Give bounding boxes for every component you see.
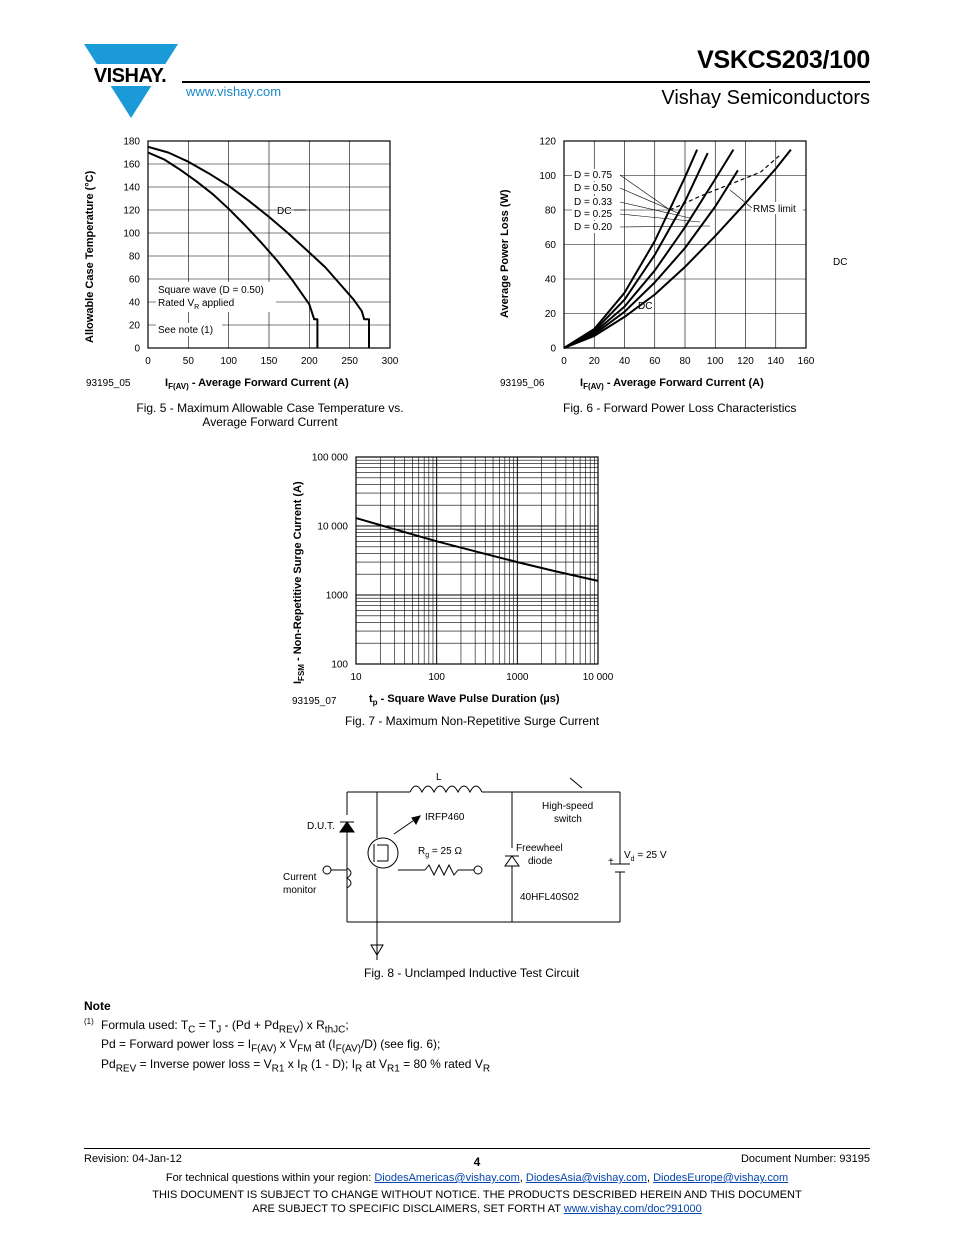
fig6-ylabel: Average Power Loss (W) (499, 189, 511, 318)
vishay-logo (84, 44, 182, 118)
fig7-xlabel: $t_p$ - Square Wave Pulse Duration (µs) (369, 693, 560, 708)
note-line2: Pd = Forward power loss = $I_{F(AV)}$ x $V_{FM}$ at $(I_{F(AV)}/D)$ (see fig. 6); (101, 1037, 441, 1055)
footer-docnum: Document Number: 93195 (740, 1153, 870, 1165)
y-tick-label: 120 (123, 205, 140, 217)
x-tick-label: 80 (679, 356, 691, 367)
footer-rule (84, 1148, 870, 1149)
note-body (101, 1018, 490, 1076)
duty-label-3: D = 0.33 (574, 197, 613, 208)
x-tick-label: 100 (706, 356, 724, 367)
fig5-ylabel: Allowable Case Temperature (°C) (84, 170, 96, 343)
y-tick-label: 20 (128, 320, 140, 332)
x-tick-label: 120 (737, 356, 754, 367)
fig8-caption: Fig. 8 - Unclamped Inductive Test Circuit (364, 966, 580, 980)
x-tick-label: 200 (300, 356, 318, 367)
note-title: Note (84, 999, 111, 1013)
y-tick-label: 100 (331, 659, 348, 671)
y-tick-label: 20 (544, 309, 556, 320)
fig5-label-rated: Rated $V_R$ applied (158, 298, 235, 311)
x-tick-label: 100 (428, 672, 446, 683)
label-irfp460: IRFP460 (425, 812, 465, 823)
x-tick-label: 140 (767, 356, 785, 367)
footer-page-number: 4 (473, 1155, 481, 1169)
duty-label-2: D = 0.50 (574, 183, 613, 194)
freewheel-diode-symbol (505, 856, 519, 866)
footer-revision: Revision: 04-Jan-12 (84, 1153, 182, 1165)
note-line1: Formula used: $T_C = T_J - (Pd + Pd_{REV})$ x $R_{thJC}$; (101, 1018, 349, 1036)
fig5-chart (84, 130, 424, 370)
y-tick-label: 40 (544, 274, 556, 286)
label-switch: switch (554, 814, 582, 825)
email-asia-link[interactable]: DiodesAsia@vishay.com (525, 1172, 647, 1184)
fig6-code: 93195_06 (500, 378, 545, 389)
label-inductor: L (436, 772, 442, 783)
duty-label-1: D = 0.75 (574, 170, 613, 181)
x-tick-label: 0 (561, 356, 567, 367)
y-tick-label: 100 000 (311, 452, 348, 464)
fig6-chart (520, 130, 850, 370)
page-title: VSKCS203/100 (697, 46, 870, 74)
page-subtitle: Vishay Semiconductors (661, 87, 870, 109)
y-tick-label: 40 (128, 297, 140, 309)
note-marker: (1) (84, 1017, 94, 1026)
y-tick-label: 160 (123, 159, 140, 171)
label-dut: D.U.T. (307, 821, 335, 832)
x-tick-label: 60 (649, 356, 661, 367)
label-rg: $R_g = 25$ Ω (418, 846, 462, 859)
y-tick-label: 120 (539, 136, 556, 148)
mosfet-symbol (368, 838, 398, 868)
y-tick-label: 60 (544, 240, 556, 251)
switch-symbol (570, 778, 582, 788)
fig6-label-dc-outer: DC (833, 257, 848, 268)
label-highspeed: High-speed (542, 801, 594, 812)
y-tick-label: 180 (123, 136, 140, 148)
label-freewheel: Freewheel (516, 843, 563, 854)
y-tick-label: 100 (539, 171, 556, 182)
plot-frame (356, 457, 598, 664)
header-url-link[interactable]: www.vishay.com (186, 84, 282, 99)
series-line-2 (148, 147, 369, 348)
fig6-caption: Fig. 6 - Forward Power Loss Characteristics (563, 401, 797, 415)
x-tick-label: 1000 (506, 672, 529, 683)
y-tick-label: 1000 (325, 590, 348, 602)
fig6-label-dc-inner: DC (638, 301, 653, 312)
fig5-label-note: See note (1) (158, 325, 214, 336)
fig6-xlabel: $I_{F(AV)}$ - Average Forward Current (A) (580, 377, 764, 392)
x-tick-label: 250 (341, 356, 359, 367)
fig6-label-rms: RMS limit (753, 204, 796, 215)
y-tick-label: 60 (128, 274, 140, 286)
x-tick-label: 160 (797, 356, 815, 367)
label-current: Current (283, 872, 317, 883)
x-tick-label: 300 (381, 356, 399, 367)
fig7-caption: Fig. 7 - Maximum Non-Repetitive Surge Current (345, 714, 600, 728)
fig5-label-square: Square wave (D = 0.50) (158, 285, 264, 296)
x-tick-label: 0 (145, 356, 151, 367)
y-tick-label: 0 (550, 343, 556, 355)
fig5-caption: Fig. 5 - Maximum Allowable Case Temperature vs. Average Forward Current (136, 401, 404, 429)
duty-label-4: D = 0.25 (574, 209, 613, 220)
footer-contact: For technical questions within your region: DiodesAmericas@vishay.com, DiodesAsia@vishay.com, DiodesEurope@vishay.com (165, 1172, 789, 1184)
x-tick-label: 20 (588, 356, 600, 367)
disclaimer-link[interactable]: www.vishay.com/doc?91000 (563, 1203, 702, 1215)
y-tick-label: 0 (134, 343, 140, 355)
series-line-1 (356, 518, 598, 581)
email-americas-link[interactable]: DiodesAmericas@vishay.com (374, 1172, 520, 1184)
inductor-symbol (410, 786, 482, 792)
x-tick-label: 100 (220, 356, 238, 367)
duty-leader-4 (620, 214, 700, 222)
dut-diode-symbol (340, 822, 354, 832)
series-line-1 (148, 153, 317, 349)
fig5-xlabel: $I_{F(AV)}$ - Average Forward Current (A) (165, 377, 349, 392)
fig8-circuit (270, 760, 690, 960)
y-tick-label: 100 (123, 228, 140, 240)
x-tick-label: 150 (260, 356, 278, 367)
label-vd: $V_d = 25$ V (624, 850, 667, 863)
header-rule (182, 81, 870, 83)
fig5-label-dc: DC (277, 206, 292, 217)
gate-resistor-symbol (425, 865, 458, 875)
x-tick-label: 10 (350, 672, 362, 683)
y-tick-label: 140 (123, 182, 140, 194)
y-tick-label: 80 (128, 251, 140, 263)
footer-disclaimer-2: ARE SUBJECT TO SPECIFIC DISCLAIMERS, SET FORTH AT www.vishay.com/doc?91000 (252, 1203, 702, 1215)
x-tick-label: 40 (618, 356, 631, 367)
footer-disclaimer-1: THIS DOCUMENT IS SUBJECT TO CHANGE WITHOUT NOTICE. THE PRODUCTS DESCRIBED HEREIN AND THIS DOCUMENT (152, 1189, 802, 1201)
logo-text: VISHAY. (93, 65, 167, 87)
duty-label-5: D = 0.20 (574, 222, 613, 233)
fig7-ylabel: $I_{FSM}$ - Non-Repetitive Surge Current (A) (292, 481, 307, 684)
email-europe-link[interactable]: DiodesEurope@vishay.com (653, 1172, 789, 1184)
label-diode: diode (528, 856, 553, 867)
fig7-code: 93195_07 (292, 696, 337, 707)
duty-leader-1 (620, 175, 670, 210)
label-plus: + (608, 856, 614, 867)
label-part: 40HFL40S02 (520, 892, 579, 903)
current-monitor-coil (347, 868, 351, 888)
y-tick-label: 10 000 (317, 521, 348, 533)
note-line3: $Pd_{REV}$ = Inverse power loss = $V_{R1}$ x $I_R$ (1 - D); $I_R$ at $V_{R1} = 80$ % rated $V_R$ (101, 1056, 491, 1075)
y-tick-label: 80 (544, 205, 556, 217)
x-tick-label: 10 000 (582, 672, 614, 683)
x-tick-label: 50 (182, 356, 194, 367)
duty-leader-5 (620, 226, 710, 227)
label-monitor: monitor (283, 885, 317, 896)
fig5-code: 93195_05 (86, 378, 131, 389)
fig7-chart (300, 446, 630, 686)
